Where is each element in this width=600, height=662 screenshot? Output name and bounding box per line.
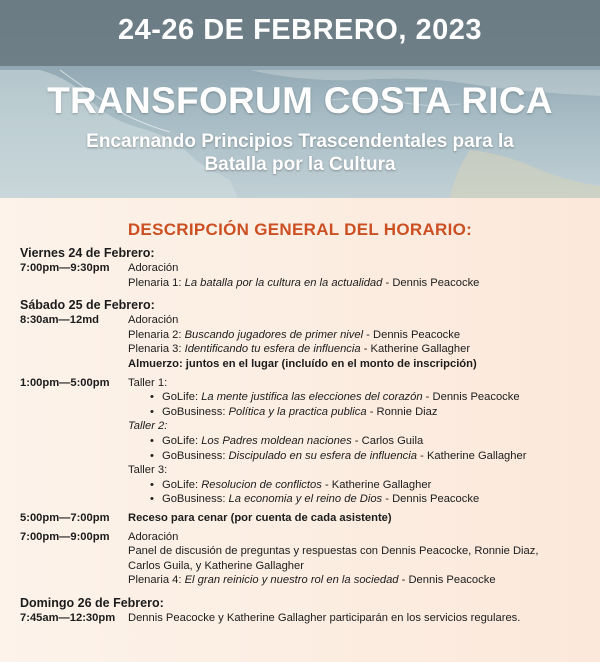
lunch-item: Almuerzo: juntos en el lugar (incluído en el monto de inscripción) [128,357,477,370]
session-item: Plenaria 3: Identificando tu esfera de influencia - Katherine Gallagher [128,343,471,356]
time-slot: 8:30am—12md [20,314,99,327]
time-slot: 7:00pm—9:30pm [20,262,110,274]
session-item: Adoración [128,262,179,274]
time-slot: 7:00pm—9:00pm [20,530,110,543]
slot-description [128,313,592,371]
time-slot: 1:00pm—5:00pm [20,376,110,389]
time-slot: 5:00pm—7:00pm [20,511,110,524]
workshop-item: • GoBusiness: Discipulado en su esfera de influencia - Katherine Gallagher [150,449,592,464]
session-item: Plenaria 2: Buscando jugadores de primer nivel - Dennis Peacocke [128,328,461,341]
workshop-item: • GoLife: La mente justifica las elecciones del corazón - Dennis Peacocke [150,390,592,405]
event-date: 24-26 DE FEBRERO, 2023 [118,14,482,46]
subtitle-line-2: Batalla por la Cultura [204,154,396,175]
workshop-item: • GoBusiness: Política y la practica publica - Ronnie Diaz [150,405,592,420]
event-subtitle [30,130,570,176]
panel-item-line-2: Carlos Guila, y Katherine Gallagher [128,559,304,572]
workshop-item: • GoLife: Los Padres moldean naciones - Carlos Guila [150,434,592,449]
header-banner [0,0,600,198]
workshop-label: Taller 2: [128,420,168,433]
session-item: Adoración [128,314,179,327]
slot-description [128,261,592,290]
workshop-label: Taller 1: [128,376,168,389]
schedule-row [20,313,592,371]
workshop-label: Taller 3: [128,464,168,477]
workshop-item: • GoBusiness: La economia y el reino de Dios - Dennis Peacocke [150,492,592,507]
schedule-list [20,245,592,625]
schedule-row [20,530,592,588]
workshop-list [128,478,592,507]
workshop-list [128,390,592,419]
slot-description [128,376,592,507]
panel-item-line-1: Panel de discusión de preguntas y respuestas con Dennis Peacocke, Ronnie Diaz, [128,545,539,558]
session-item: Dennis Peacocke y Katherine Gallagher participarán en los servicios regulares. [128,611,521,624]
slot-description [128,530,592,588]
schedule-section [0,198,600,662]
event-title: TRANSFORUM COSTA RICA [47,80,553,121]
day-saturday: Sábado 25 de Febrero: [20,298,155,313]
schedule-row [20,261,592,290]
schedule-row [20,511,592,526]
schedule-row [20,611,592,626]
schedule-row [20,376,592,507]
day-sunday: Domingo 26 de Febrero: [20,595,164,610]
subtitle-line-1: Encarnando Principios Trascendentales para la [86,131,514,152]
day-friday: Viernes 24 de Febrero: [20,246,155,260]
session-item: Adoración [128,530,179,543]
dinner-break: Receso para cenar (por cuenta de cada asistente) [128,511,392,524]
session-item: Plenaria 1: La batalla por la cultura en la actualidad - Dennis Peacocke [128,276,480,289]
time-slot: 7:45am—12:30pm [20,611,116,624]
schedule-heading: DESCRIPCIÓN GENERAL DEL HORARIO: [127,220,473,239]
workshop-item: • GoLife: Resolucion de conflictos - Katherine Gallagher [150,478,592,493]
workshop-list [128,434,592,463]
session-item: Plenaria 4: El gran reinicio y nuestro rol en la sociedad - Dennis Peacocke [128,574,496,587]
